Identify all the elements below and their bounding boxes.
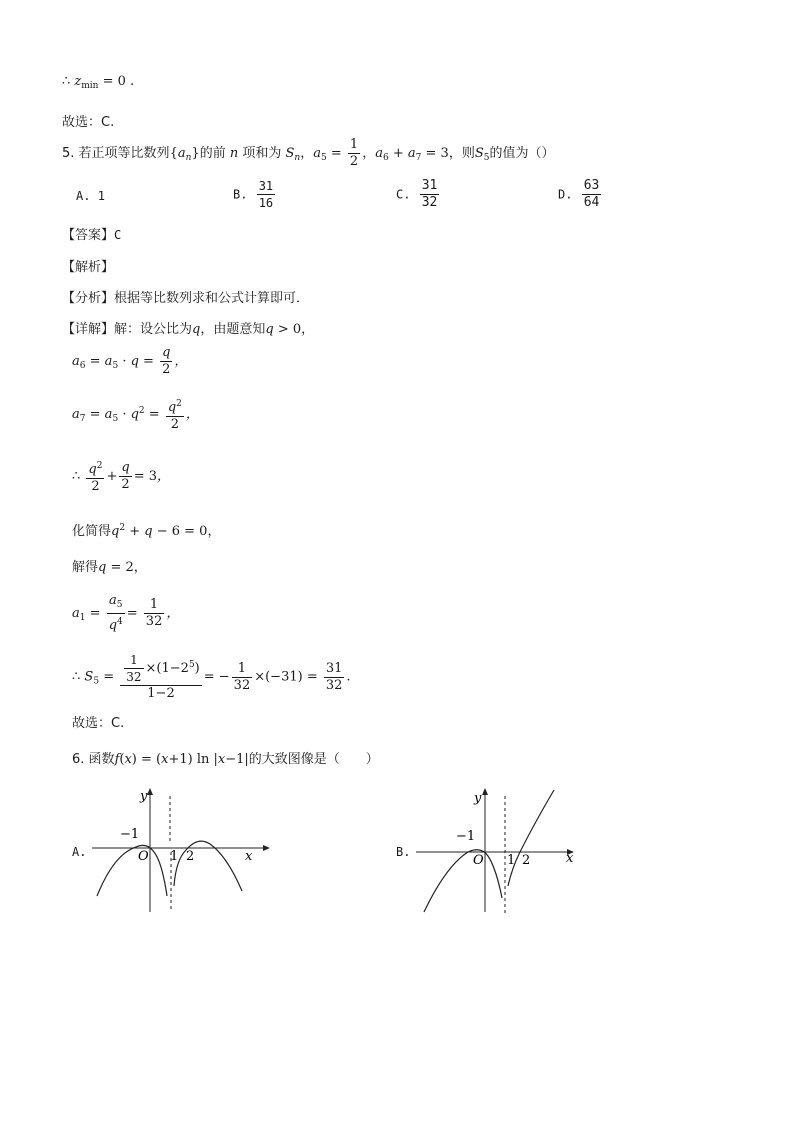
graph-b-tick-2: 2: [522, 853, 531, 868]
answer-line: [62, 224, 121, 243]
eq-a6: $a_6 = a_5 \cdot q$ = $\frac{q}{2}$ ，: [72, 345, 188, 377]
graph-a-x-label: x: [245, 849, 253, 864]
q5-option-c[interactable]: C. $\frac{31}{32}$: [396, 178, 438, 210]
q6-number: 6.: [72, 752, 85, 767]
eq-sum: ∴ $\frac{q^2}{2}$ + $\frac{q}{2}$ = 3，: [72, 460, 171, 494]
choose-line-1: 故选：C.: [62, 115, 115, 130]
graph-a-right-curve: [174, 841, 242, 891]
q5-number: 5.: [62, 146, 75, 161]
q5-option-a[interactable]: A. 1: [76, 189, 105, 203]
graph-a-origin: O: [138, 849, 149, 864]
eq-a7: $a_7 = a_5 \cdot q^2$ = $\frac{q^2}{2}$ ，: [72, 396, 199, 433]
detail-line: 【详解】解：设公比为q，由题意知q > 0，: [62, 322, 315, 337]
fenxi-line: 【分析】根据等比数列求和公式计算即可．: [62, 291, 310, 306]
eq-s5: ∴ $S_5$ = $\frac{1}{32}$ $\times(1-2^5)$ 1−2 = − $\frac{1}{32}$ ×(−31) = $\frac{31}{32}$ .: [72, 653, 351, 701]
q5-option-d[interactable]: D. $\frac{63}{64}$: [558, 178, 600, 210]
graph-a-y-label: y: [140, 789, 148, 804]
graph-a-tick-neg1: −1: [120, 827, 140, 842]
graph-b-tick-1: 1: [507, 853, 516, 868]
analysis-label: 【解析】: [62, 260, 115, 275]
graph-b: [416, 786, 596, 916]
graph-b-x-label: x: [566, 851, 574, 866]
graph-a-y-arrow: [147, 788, 153, 795]
graph-b-y-arrow: [482, 788, 488, 795]
question-5: 5. 若正项等比数列$\{a_n\}$的前 n 项和为 $S_n$，$a_5$ = $\frac{1}{2}$ ，$a_6 + a_7 = 3$，则$S_5$的值为（）: [62, 137, 555, 169]
eq-solve: 解得q = 2，: [72, 560, 147, 575]
eq-a1: $a_1$ = $\frac{a_5}{q^4}$ = $\frac{1}{32}$ ，: [72, 593, 180, 633]
graph-b-right-curve: [508, 790, 554, 886]
graph-a-tick-1: 1: [170, 849, 179, 864]
q6-option-a[interactable]: A. −1 O 1 2 x y: [72, 786, 272, 916]
sequence-an: $\{a_n\}$: [169, 146, 200, 163]
answer-label: 【答案】: [62, 228, 115, 243]
graph-b-left-curve: [424, 850, 502, 912]
zmin-line: ∴ $z_{min} = 0$ .: [62, 74, 135, 91]
question-6: 6. 函数f(x) = (x+1) ln |x−1|的大致图像是（ ）: [72, 752, 379, 767]
graph-a: [92, 786, 272, 916]
q5-option-b[interactable]: B. $\frac{31}{16}$: [233, 179, 274, 210]
answer-value: C: [114, 228, 122, 242]
choose-line-2: 故选：C.: [72, 716, 125, 731]
graph-a-x-arrow: [263, 845, 270, 851]
graph-a-left-curve: [97, 845, 167, 896]
graph-a-tick-2: 2: [186, 849, 195, 864]
eq-simplify: 化简得$q^2 + q - 6 = 0$，: [72, 523, 221, 539]
q6-option-b[interactable]: B. −1 O 1 2 x y: [396, 786, 596, 916]
graph-b-tick-neg1: −1: [456, 829, 476, 844]
graph-b-y-label: y: [474, 791, 482, 806]
graph-b-origin: O: [473, 853, 484, 868]
